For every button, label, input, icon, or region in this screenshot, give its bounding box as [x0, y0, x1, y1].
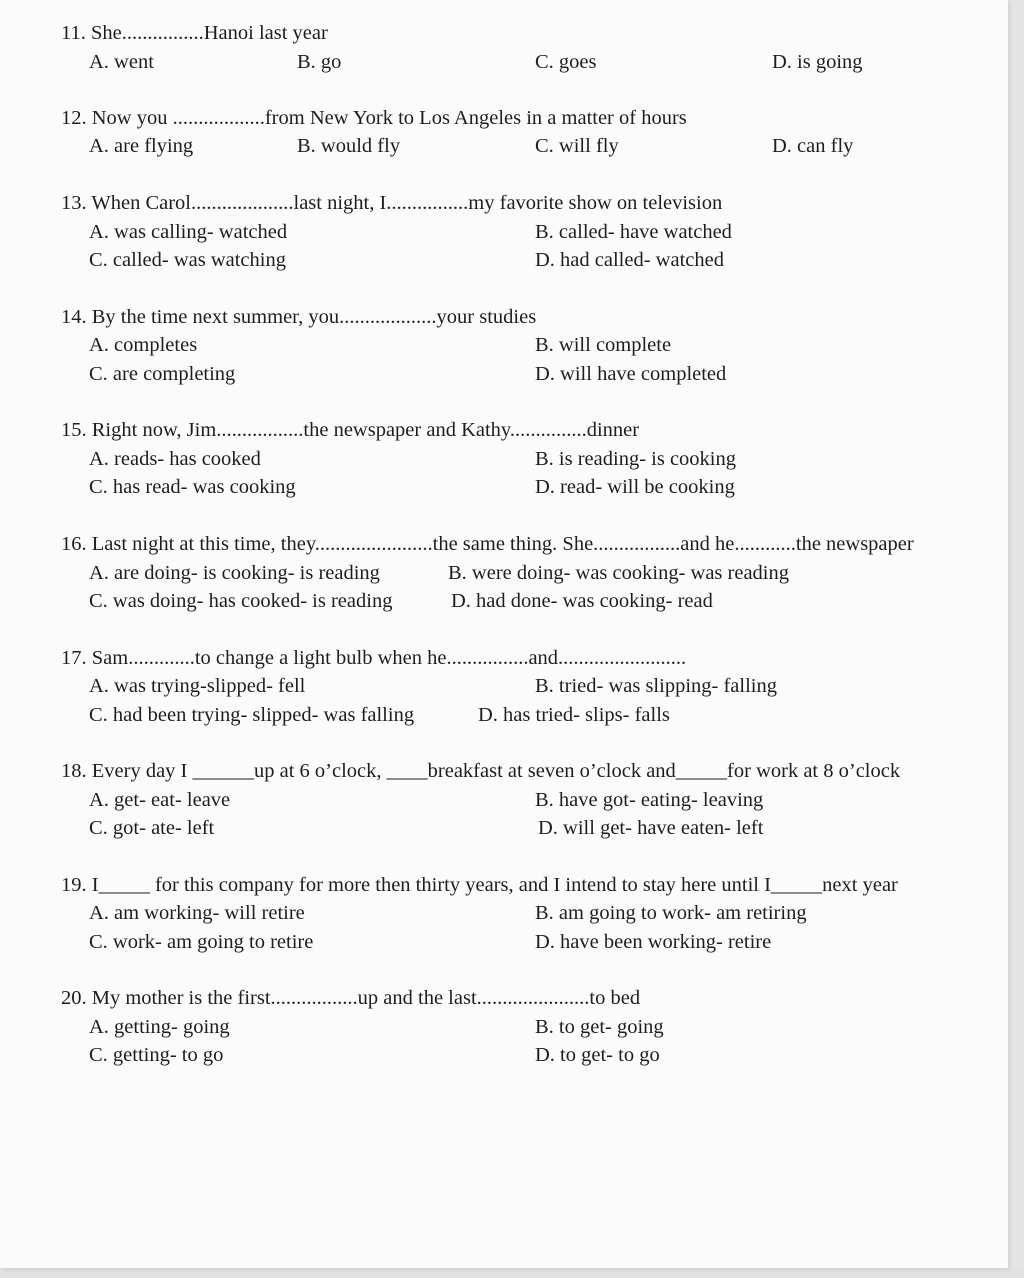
viewer-edge-right — [1008, 0, 1024, 1278]
question-11-option-b: B. go — [297, 51, 342, 73]
question-20-option-b: B. to get- going — [535, 1016, 664, 1038]
question-15-option-d: D. read- will be cooking — [535, 476, 735, 498]
question-13-option-b: B. called- have watched — [535, 221, 732, 243]
question-20-option-a: A. getting- going — [89, 1016, 230, 1038]
question-19-option-d: D. have been working- retire — [535, 931, 772, 953]
question-12-option-d: D. can fly — [772, 135, 854, 157]
question-17-option-c: C. had been trying- slipped- was falling — [89, 704, 415, 726]
question-13-option-a: A. was calling- watched — [89, 221, 288, 243]
question-14-stem: 14. By the time next summer, you...................your studies — [61, 306, 537, 328]
question-12-option-b: B. would fly — [297, 135, 401, 157]
question-12-option-a: A. are flying — [89, 135, 194, 157]
question-17-option-a: A. was trying-slipped- fell — [89, 675, 306, 697]
question-16-option-b: B. were doing- was cooking- was reading — [448, 562, 790, 584]
question-11-option-d: D. is going — [772, 51, 863, 73]
question-16-stem: 16. Last night at this time, they.......................the same thing. She.................and he............the newspaper — [61, 533, 914, 555]
question-17-stem: 17. Sam.............to change a light bulb when he................and......................... — [61, 647, 687, 669]
question-16-option-d: D. had done- was cooking- read — [451, 590, 713, 612]
question-14-option-b: B. will complete — [535, 334, 672, 356]
question-12-option-c: C. will fly — [535, 135, 619, 157]
question-18-option-d: D. will get- have eaten- left — [538, 817, 764, 839]
question-15-option-a: A. reads- has cooked — [89, 448, 261, 470]
question-13-stem: 13. When Carol....................last night, I................my favorite show on television — [61, 192, 723, 214]
question-15-option-c: C. has read- was cooking — [89, 476, 296, 498]
question-14-option-d: D. will have completed — [535, 363, 727, 385]
question-19-stem: 19. I_____ for this company for more then thirty years, and I intend to stay here until I_____next year — [61, 874, 898, 896]
question-18-option-b: B. have got- eating- leaving — [535, 789, 764, 811]
question-11-option-a: A. went — [89, 51, 154, 73]
question-20-option-d: D. to get- to go — [535, 1044, 660, 1066]
question-17-option-d: D. has tried- slips- falls — [478, 704, 670, 726]
question-18-stem: 18. Every day I ______up at 6 o’clock, ____breakfast at seven o’clock and_____for work at 8 o’clock — [61, 760, 901, 782]
question-15-stem: 15. Right now, Jim.................the newspaper and Kathy...............dinner — [61, 419, 640, 441]
question-17-option-b: B. tried- was slipping- falling — [535, 675, 777, 697]
question-20-option-c: C. getting- to go — [89, 1044, 224, 1066]
question-16-option-c: C. was doing- has cooked- is reading — [89, 590, 393, 612]
question-19-option-c: C. work- am going to retire — [89, 931, 314, 953]
question-19-option-a: A. am working- will retire — [89, 902, 305, 924]
question-16-option-a: A. are doing- is cooking- is reading — [89, 562, 380, 584]
question-18-option-c: C. got- ate- left — [89, 817, 215, 839]
question-18-option-a: A. get- eat- leave — [89, 789, 231, 811]
question-12-stem: 12. Now you ..................from New York to Los Angeles in a matter of hours — [61, 107, 687, 129]
question-15-option-b: B. is reading- is cooking — [535, 448, 736, 470]
question-19-option-b: B. am going to work- am retiring — [535, 902, 807, 924]
question-13-option-d: D. had called- watched — [535, 249, 724, 271]
viewer-edge-bottom — [0, 1268, 1024, 1278]
question-11-stem: 11. She................Hanoi last year — [61, 22, 328, 44]
question-11-option-c: C. goes — [535, 51, 597, 73]
question-13-option-c: C. called- was watching — [89, 249, 286, 271]
question-14-option-a: A. completes — [89, 334, 198, 356]
question-20-stem: 20. My mother is the first.................up and the last......................to bed — [61, 987, 641, 1009]
question-14-option-c: C. are completing — [89, 363, 236, 385]
